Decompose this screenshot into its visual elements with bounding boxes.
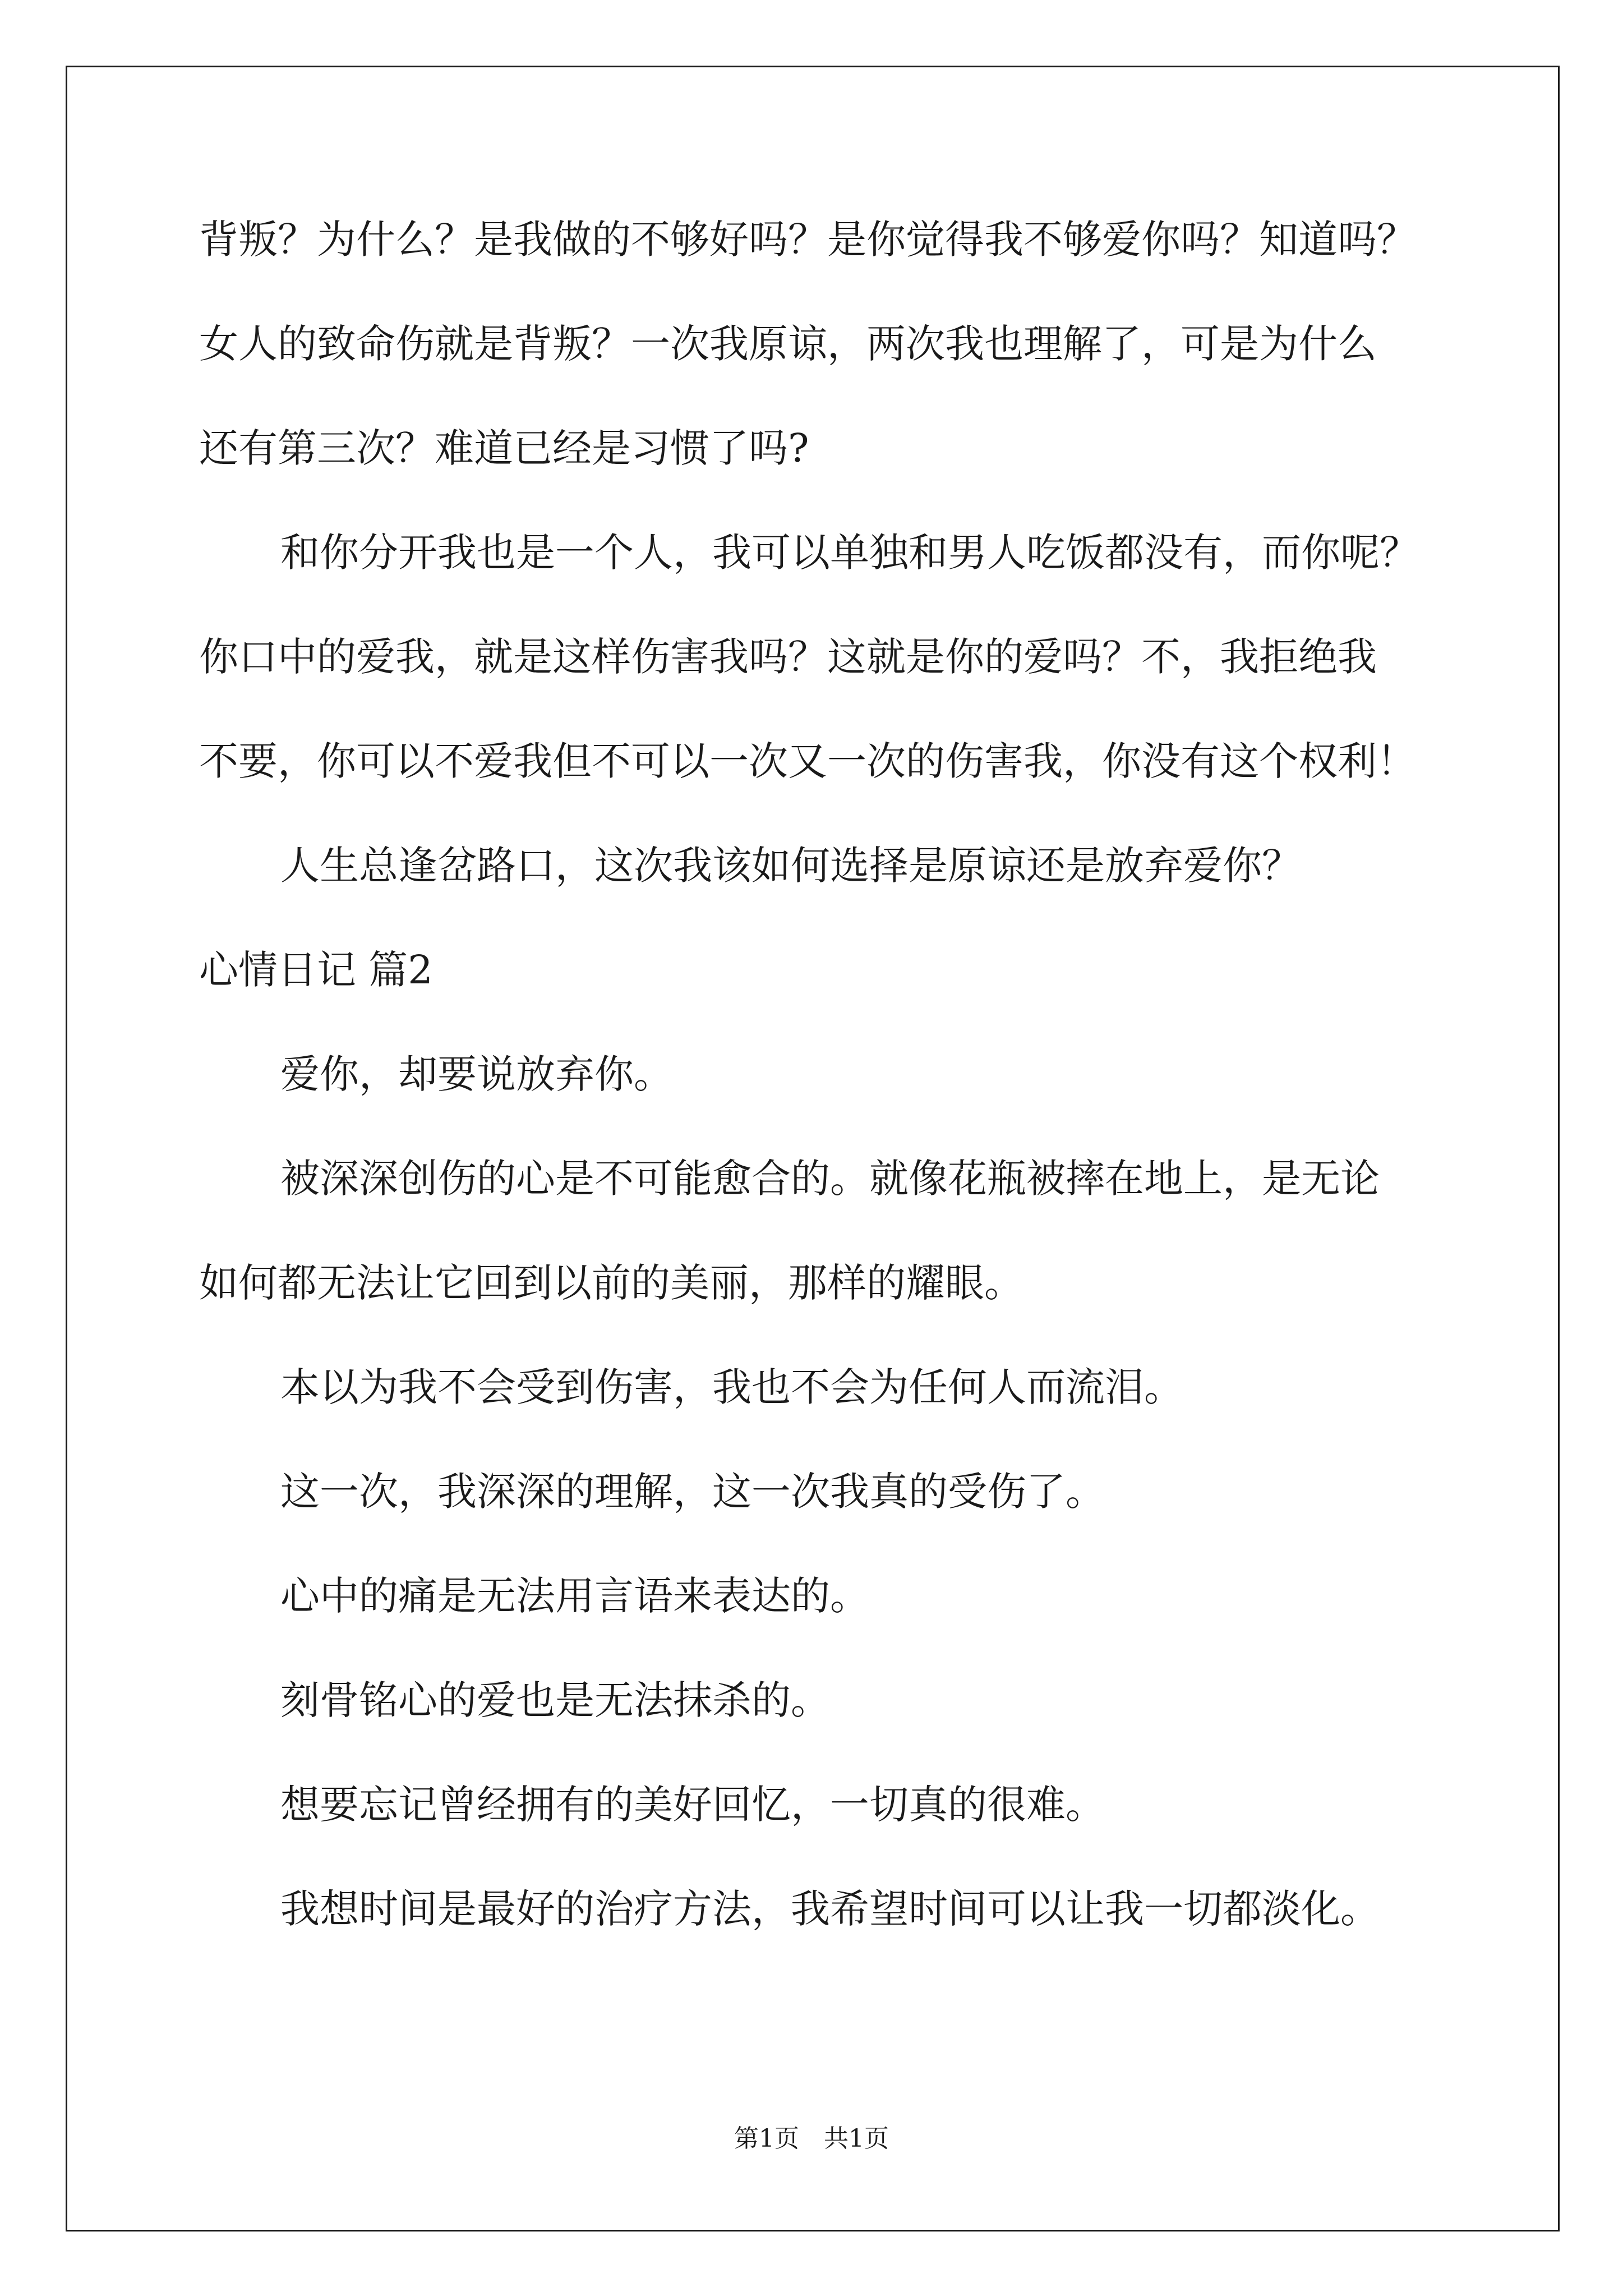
paragraph-5-line-2: 如何都无法让它回到以前的美丽，那样的耀眼。	[199, 1260, 1023, 1306]
paragraph-10: 想要忘记曾经拥有的美好回忆，一切真的很难。	[280, 1782, 1105, 1828]
paragraph-3: 人生总逢岔路口，这次我该如何选择是原谅还是放弃爱你？	[280, 843, 1301, 889]
paragraph-5-line-1: 被深深创伤的心是不可能愈合的。就像花瓶被摔在地上，是无论	[280, 1156, 1380, 1202]
paragraph-11: 我想时间是最好的治疗方法，我希望时间可以让我一切都淡化。	[280, 1886, 1380, 1932]
paragraph-1-line-3: 还有第三次？难道已经是习惯了吗?	[199, 425, 809, 471]
paragraph-8: 心中的痛是无法用言语来表达的。	[280, 1573, 869, 1619]
section-heading: 心情日记 篇2	[199, 947, 433, 993]
paragraph-2-line-1: 和你分开我也是一个人，我可以单独和男人吃饭都没有，而你呢？	[280, 530, 1419, 576]
paragraph-1-line-2: 女人的致命伤就是背叛？一次我原谅，两次我也理解了，可是为什么	[199, 321, 1377, 367]
paragraph-9: 刻骨铭心的爱也是无法抹杀的。	[280, 1677, 830, 1723]
paragraph-7: 这一次，我深深的理解，这一次我真的受伤了。	[280, 1469, 1105, 1515]
paragraph-2-line-3: 不要，你可以不爱我但不可以一次又一次的伤害我，你没有这个权利！	[199, 738, 1416, 784]
paragraph-4: 爱你，却要说放弃你。	[280, 1051, 673, 1097]
paragraph-6: 本以为我不会受到伤害，我也不会为任何人而流泪。	[280, 1364, 1183, 1410]
page-footer: 第1页 共1页	[734, 2124, 889, 2153]
paragraph-1-line-1: 背叛？为什么？是我做的不够好吗？是你觉得我不够爱你吗？知道吗？	[199, 217, 1416, 263]
paragraph-2-line-2: 你口中的爱我，就是这样伤害我吗？这就是你的爱吗？不，我拒绝我	[199, 634, 1377, 680]
